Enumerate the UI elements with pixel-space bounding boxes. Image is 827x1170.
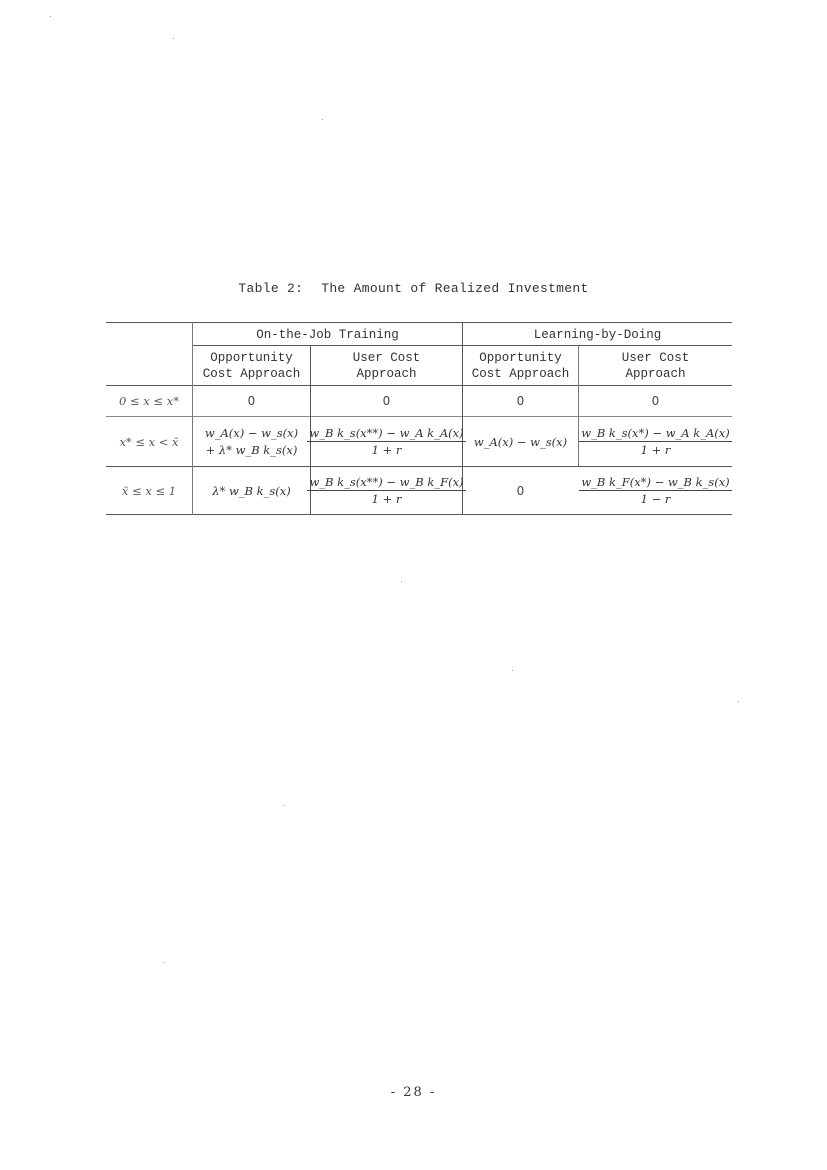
row-label: x* ≤ x < x̄ bbox=[119, 434, 179, 449]
table-cell bbox=[579, 467, 732, 514]
page-number: - 28 - bbox=[390, 1085, 437, 1100]
subheader-ojt-user-cost bbox=[311, 346, 462, 385]
table-cell: 0 bbox=[516, 483, 525, 498]
fraction-denominator: 1 + r bbox=[640, 443, 671, 457]
subheader-line: Cost Approach bbox=[471, 366, 570, 381]
group-header-ojt: On-the-Job Training bbox=[256, 327, 399, 342]
scan-speck bbox=[173, 38, 174, 39]
investment-table bbox=[106, 322, 732, 518]
table-cell: 0 bbox=[382, 394, 391, 408]
scan-speck bbox=[284, 805, 285, 806]
scan-speck bbox=[163, 962, 164, 963]
subheader-line: Opportunity bbox=[479, 350, 562, 365]
fraction-denominator: 1 + r bbox=[371, 443, 402, 457]
table-cell: w_A(x) − w_s(x) bbox=[473, 434, 568, 449]
subheader-line: Approach bbox=[625, 366, 686, 381]
rule-top bbox=[106, 322, 732, 323]
table-cell bbox=[311, 467, 462, 514]
subheader-line: User Cost bbox=[352, 350, 421, 365]
table-caption: The Amount of Realized Investment bbox=[321, 281, 589, 296]
table-cell: 0 bbox=[516, 394, 525, 408]
table-cell bbox=[579, 417, 732, 466]
fraction-numerator: w_B k_s(x**) − w_A k_A(x) bbox=[309, 426, 464, 440]
subheader-line: User Cost bbox=[621, 350, 690, 365]
scan-speck bbox=[50, 16, 51, 17]
rule-bottom bbox=[106, 514, 732, 515]
scan-speck bbox=[512, 670, 513, 671]
scan-speck bbox=[401, 581, 402, 582]
fraction-numerator: w_B k_s(x*) − w_A k_A(x) bbox=[581, 426, 730, 440]
subheader-line: Approach bbox=[356, 366, 417, 381]
subheader-line: Opportunity bbox=[210, 350, 293, 365]
table-cell: 0 bbox=[247, 394, 256, 408]
fraction-denominator: 1 + r bbox=[371, 492, 402, 506]
subheader-lbd-opportunity bbox=[463, 346, 578, 385]
formula-line: + λ* w_B k_s(x) bbox=[205, 442, 298, 457]
subheader-lbd-user-cost bbox=[579, 346, 732, 385]
table-cell bbox=[311, 417, 462, 466]
table-cell: λ* w_B k_s(x) bbox=[212, 483, 291, 498]
group-header-lbd: Learning-by-Doing bbox=[533, 327, 662, 342]
row-label: x̄ ≤ x ≤ 1 bbox=[121, 483, 177, 498]
row-label: 0 ≤ x ≤ x* bbox=[119, 394, 179, 408]
fraction-denominator: 1 − r bbox=[640, 492, 671, 506]
fraction-numerator: w_B k_s(x**) − w_B k_F(x) bbox=[309, 475, 464, 489]
scan-speck bbox=[738, 701, 739, 702]
table-title bbox=[0, 281, 827, 296]
subheader-line: Cost Approach bbox=[202, 366, 301, 381]
table-number: Table 2: bbox=[238, 281, 304, 296]
scan-speck bbox=[322, 119, 323, 120]
fraction-numerator: w_B k_F(x*) − w_B k_s(x) bbox=[581, 475, 730, 489]
table-cell bbox=[193, 417, 310, 466]
subheader-ojt-opportunity bbox=[193, 346, 310, 385]
table-cell: 0 bbox=[651, 394, 660, 408]
formula-line: w_A(x) − w_s(x) bbox=[204, 425, 299, 440]
